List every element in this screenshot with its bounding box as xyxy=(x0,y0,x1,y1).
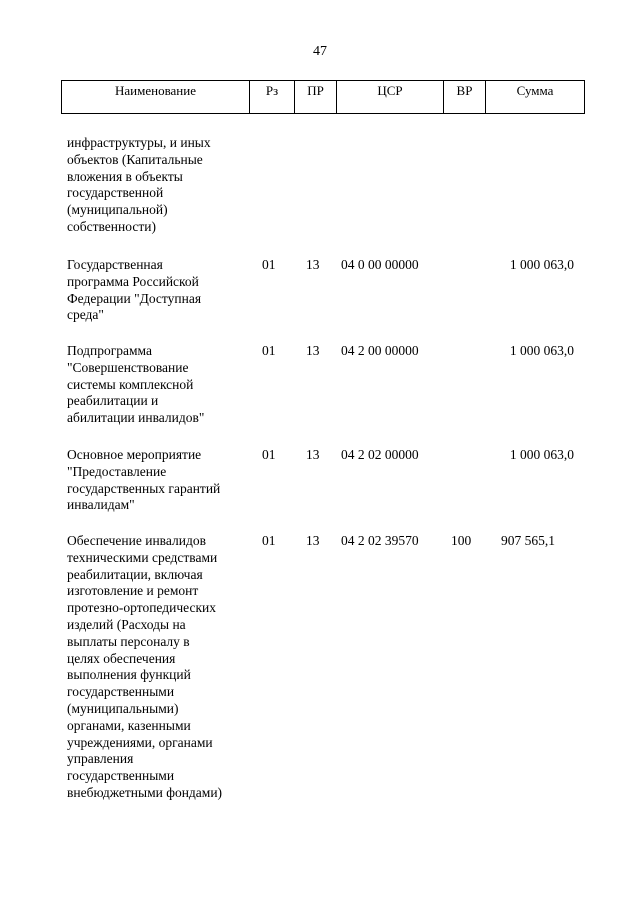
row-rz: 01 xyxy=(262,533,276,548)
name-line: (муниципальными) xyxy=(67,700,179,716)
header-csr: ЦСР xyxy=(337,81,444,114)
name-line: (муниципальной) xyxy=(67,202,168,218)
row-pr: 13 xyxy=(306,533,320,548)
name-line: органами, казенными xyxy=(67,717,191,733)
header-name: Наименование xyxy=(62,81,250,114)
name-line: Государственная xyxy=(67,257,163,272)
name-line: изделий (Расходы на xyxy=(67,616,186,632)
header-pr: ПР xyxy=(295,81,337,114)
name-line: государственных гарантий xyxy=(67,480,221,496)
name-line: инфраструктуры, и иных xyxy=(67,135,211,150)
page-number: 47 xyxy=(313,44,327,59)
row-vr: 100 xyxy=(451,533,472,548)
row-name xyxy=(67,447,252,514)
name-line: государственными xyxy=(67,684,175,700)
row-csr: 04 2 02 00000 xyxy=(341,447,419,462)
name-line: Обеспечение инвалидов xyxy=(67,533,206,548)
name-line: выполнения функций xyxy=(67,667,191,683)
name-line: управления xyxy=(67,751,134,767)
name-line: реабилитации, включая xyxy=(67,566,203,582)
name-line: абилитации инвалидов" xyxy=(67,410,205,426)
name-line: техническими средствами xyxy=(67,549,218,565)
name-line: объектов (Капитальные xyxy=(67,151,203,167)
row-name xyxy=(67,257,252,324)
row-sum: 1 000 063,0 xyxy=(509,257,574,272)
name-line: протезно-ортопедических xyxy=(67,600,216,616)
header-rz: Рз xyxy=(250,81,295,114)
name-line: государственной xyxy=(67,185,164,201)
row-sum: 1 000 063,0 xyxy=(509,343,574,358)
row-pr: 13 xyxy=(306,447,320,462)
row-csr: 04 0 00 00000 xyxy=(341,257,419,272)
row-name xyxy=(67,533,252,802)
row-sum: 907 565,1 xyxy=(501,533,555,548)
header-sum: Сумма xyxy=(486,81,585,114)
row-rz: 01 xyxy=(262,343,276,358)
name-line: внебюджетными фондами) xyxy=(67,784,223,800)
name-line: системы комплексной xyxy=(67,376,194,392)
row-sum: 1 000 063,0 xyxy=(509,447,574,462)
row-csr: 04 2 00 00000 xyxy=(341,343,419,358)
row-pr: 13 xyxy=(306,257,320,272)
name-line: собственности) xyxy=(67,218,156,234)
row-name xyxy=(67,135,252,236)
header-vr: ВР xyxy=(444,81,486,114)
name-line: изготовление и ремонт xyxy=(67,583,199,599)
row-rz: 01 xyxy=(262,447,276,462)
name-line: вложения в объекты xyxy=(67,168,183,184)
name-line: Основное мероприятие xyxy=(67,447,202,462)
name-line: государственными xyxy=(67,768,175,784)
name-line: "Совершенствование xyxy=(67,359,189,375)
name-line: программа Российской xyxy=(67,273,199,289)
row-pr: 13 xyxy=(306,343,320,358)
name-line: реабилитации и xyxy=(67,393,159,409)
name-line: выплаты персоналу в xyxy=(67,633,190,649)
row-name xyxy=(67,343,252,427)
name-line: Федерации "Доступная xyxy=(67,290,202,306)
name-line: инвалидам" xyxy=(67,497,135,513)
name-line: целях обеспечения xyxy=(67,650,176,666)
name-line: учреждениями, органами xyxy=(67,734,213,750)
name-line: "Предоставление xyxy=(67,463,167,479)
name-line: среда" xyxy=(67,307,104,323)
row-csr: 04 2 02 39570 xyxy=(341,533,419,548)
row-rz: 01 xyxy=(262,257,276,272)
name-line: Подпрограмма xyxy=(67,343,152,358)
table-header xyxy=(61,80,585,114)
